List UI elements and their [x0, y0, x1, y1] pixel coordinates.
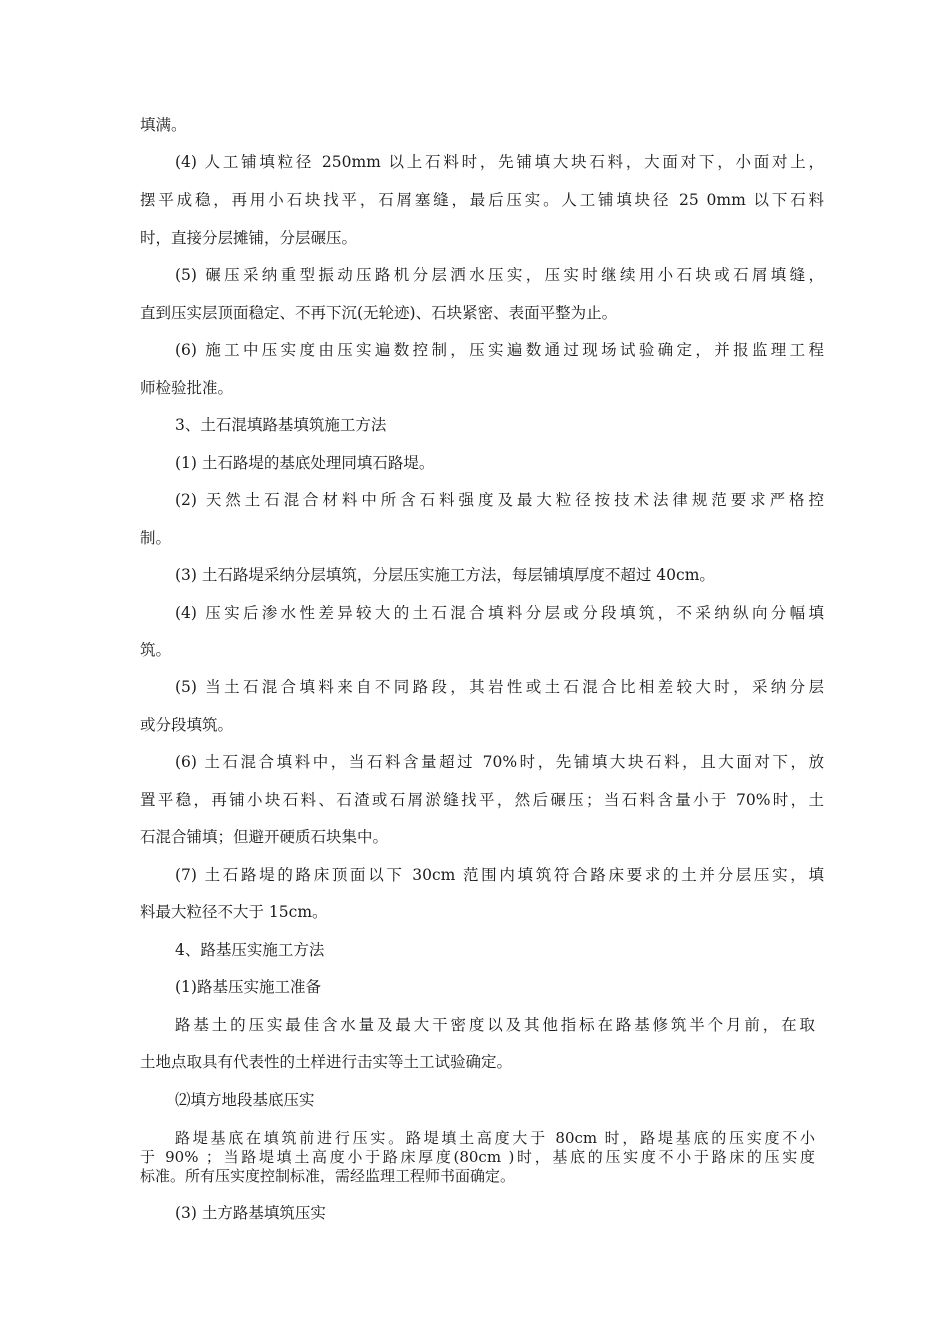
text-line: 路堤基底在填筑前进行压实。路堤填土高度大于 80cm 时，路堤基底的压实度不小	[175, 1129, 815, 1147]
text-line: 师检验批准。	[140, 379, 234, 397]
text-line: 标准。所有压实度控制标准，需经监理工程师书面确定。	[140, 1167, 516, 1185]
text-line: (6) 施工中压实度由压实遍数控制，压实遍数通过现场试验确定，并报监理工程	[175, 341, 824, 359]
subsection-heading: ⑵填方地段基底压实	[175, 1091, 315, 1109]
text-line: 直到压实层顶面稳定、不再下沉(无轮迹)、石块紧密、表面平整为止。	[140, 304, 618, 322]
subsection-heading: (3) 土方路基填筑压实	[175, 1204, 326, 1222]
text-line: 摆平成稳，再用小石块找平，石屑塞缝，最后压实。人工铺填块径 25 0mm 以下石料	[140, 191, 824, 209]
text-line: 制。	[140, 529, 172, 547]
text-line: (6) 土石混合填料中，当石料含量超过 70%时，先铺填大块石料，且大面对下，放	[175, 753, 824, 771]
text-line: 时，直接分层摊铺，分层碾压。	[140, 229, 358, 247]
text-line: (4) 人工铺填粒径 250mm 以上石料时，先铺填大块石料，大面对下，小面对上，	[175, 153, 824, 171]
text-line: (3) 土石路堤采纳分层填筑，分层压实施工方法，每层铺填厚度不超过 40cm。	[175, 566, 715, 584]
text-line: (4) 压实后渗水性差异较大的土石混合填料分层或分段填筑，不采纳纵向分幅填	[175, 604, 824, 622]
subsection-heading: (1)路基压实施工准备	[175, 978, 321, 996]
text-line: 石混合铺填；但避开硬质石块集中。	[140, 828, 389, 846]
text-line: (7) 土石路堤的路床顶面以下 30cm 范围内填筑符合路床要求的土并分层压实，填	[175, 866, 824, 884]
text-line: 于 90% ；当路堤填土高度小于路床厚度(80cm )时，基底的压实度不小于路床的压实度	[140, 1148, 815, 1166]
section-heading: 3、土石混填路基填筑施工方法	[175, 416, 387, 434]
text-line: (2) 天然土石混合材料中所含石料强度及最大粒径按技术法律规范要求严格控	[175, 491, 824, 509]
section-heading: 4、路基压实施工方法	[175, 941, 325, 959]
text-line: 路基土的压实最佳含水量及最大干密度以及其他指标在路基修筑半个月前，在取	[175, 1016, 815, 1034]
text-line: 土地点取具有代表性的土样进行击实等土工试验确定。	[140, 1053, 513, 1071]
text-line: (1) 土石路堤的基底处理同填石路堤。	[175, 454, 435, 472]
text-line: (5) 当土石混合填料来自不同路段，其岩性或土石混合比相差较大时，采纳分层	[175, 678, 824, 696]
text-line: 筑。	[140, 641, 172, 659]
text-line: 或分段填筑。	[140, 716, 234, 734]
text-line: (5) 碾压采纳重型振动压路机分层洒水压实，压实时继续用小石块或石屑填缝，	[175, 266, 824, 284]
text-line: 置平稳，再铺小块石料、石渣或石屑淤缝找平，然后碾压；当石料含量小于 70%时，土	[140, 791, 824, 809]
text-line: 料最大粒径不大于 15cm。	[140, 903, 328, 921]
text-line: 填满。	[140, 116, 187, 134]
